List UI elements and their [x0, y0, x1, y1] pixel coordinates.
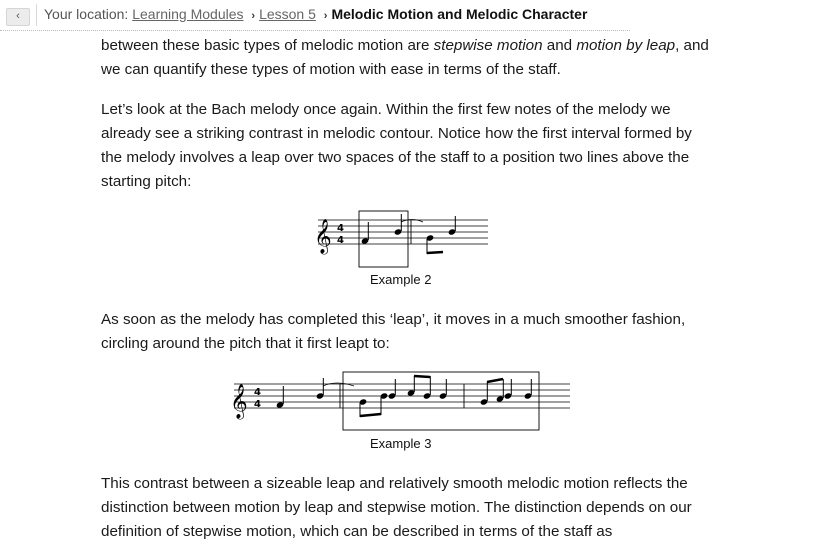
- breadcrumb-link-lesson-5[interactable]: Lesson 5: [259, 6, 316, 22]
- back-button[interactable]: [6, 8, 30, 26]
- breadcrumb-prefix: Your location:: [44, 6, 129, 22]
- time-signature: 4: [337, 235, 344, 246]
- breadcrumb: [0, 0, 630, 31]
- paragraph-contrast: This contrast between a sizeable leap and relatively smooth melodic motion reflects the distinction between motion by leap and stepwise motion. The distinction depends on our definition of stepwise motion, which can be described in terms of the staff as: [101, 475, 692, 540]
- divider: [36, 4, 37, 26]
- treble-clef-icon: 𝄞: [230, 384, 248, 419]
- breadcrumb-separator-icon: ›: [323, 10, 328, 22]
- text-run: between these basic types of melodic motion are: [101, 37, 434, 54]
- breadcrumb-link-learning-modules[interactable]: Learning Modules: [132, 6, 244, 22]
- breadcrumb-current-page: Melodic Motion and Melodic Character: [331, 6, 588, 22]
- paragraph-leap-completed: As soon as the melody has completed this ‘leap’, it moves in a much smoother fashion, circling around the pitch that it first leapt to:: [101, 311, 686, 352]
- chevron-left-icon: ‹: [16, 10, 20, 22]
- music-example-3: [230, 370, 575, 434]
- highlight-box: [343, 372, 539, 430]
- time-signature: 4: [337, 223, 344, 234]
- treble-clef-icon: 𝄞: [314, 219, 332, 254]
- paragraph-bach-melody: Let’s look at the Bach melody once again. Within the first few notes of the melody we already see a striking contrast in melodic contour. Notice how the first interval formed by the melody involves a leap over two spaces of the staff to a position two lines above the starting pitch:: [101, 101, 692, 190]
- breadcrumb-separator-icon: ›: [251, 10, 256, 22]
- text-run: and: [542, 37, 577, 54]
- music-example-2: [312, 208, 492, 270]
- text-run: , and we can quantify these types of motion with ease in terms of the staff.: [101, 37, 709, 78]
- emphasis-stepwise-motion: stepwise motion: [433, 37, 543, 54]
- time-signature: 4: [254, 399, 261, 410]
- emphasis-motion-by-leap: motion by leap: [576, 37, 676, 54]
- breadcrumb-trail: [44, 6, 587, 22]
- example-3-caption: Example 3: [370, 436, 432, 451]
- paragraph-motion-types: [101, 34, 711, 82]
- example-2-caption: Example 2: [370, 272, 432, 287]
- time-signature: 4: [254, 387, 261, 398]
